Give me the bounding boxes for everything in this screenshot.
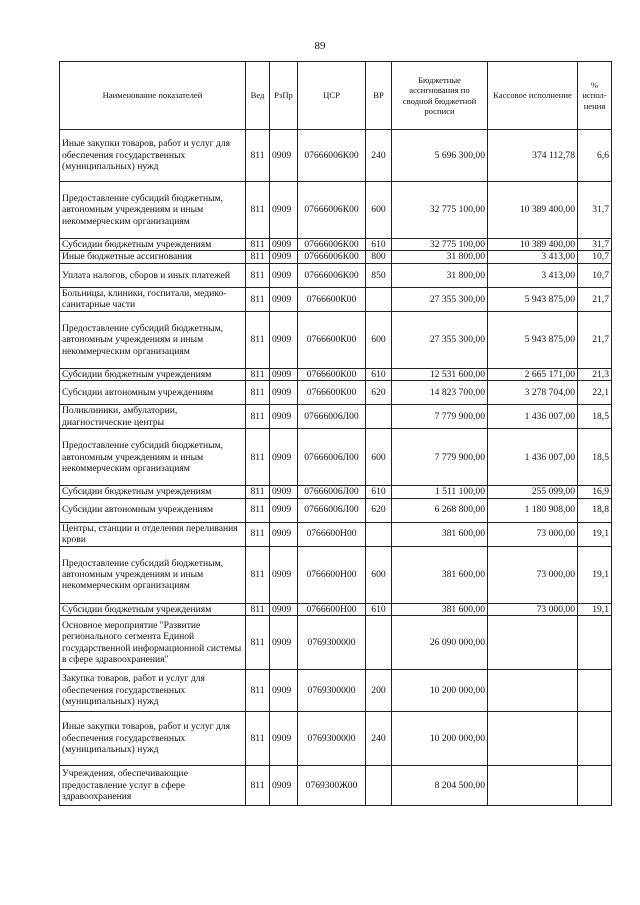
cell-name: Учреждения, обеспечивающие предоставление услуг в сфере здравоохранения [60, 766, 246, 806]
table-row [60, 381, 612, 405]
cell-csr: 0769300000 [298, 712, 366, 766]
cell-fact: 3 278 704,00 [488, 381, 578, 405]
cell-rzpr: 0909 [270, 603, 298, 615]
table-row [60, 263, 612, 287]
cell-pct: 10,7 [578, 251, 612, 263]
cell-plan: 12 531 600,00 [392, 368, 488, 380]
cell-name: Субсидии бюджетным учреждениям [60, 603, 246, 615]
cell-rzpr: 0909 [270, 311, 298, 368]
cell-pct: 21,7 [578, 311, 612, 368]
cell-rzpr: 0909 [270, 522, 298, 546]
cell-rzpr: 0909 [270, 287, 298, 311]
cell-name: Субсидии бюджетным учреждениям [60, 239, 246, 251]
header-rzpr: РзПр [270, 62, 298, 130]
cell-vr: 610 [366, 486, 392, 498]
cell-fact: 1 436 007,00 [488, 429, 578, 486]
cell-pct: 16,9 [578, 486, 612, 498]
cell-name: Иные закупки товаров, работ и услуг для обеспечения государственных (муниципальных) нужд [60, 712, 246, 766]
cell-rzpr: 0909 [270, 405, 298, 429]
cell-ved: 811 [246, 368, 270, 380]
page-number: 89 [314, 40, 326, 52]
cell-pct: 31,7 [578, 182, 612, 239]
cell-pct: 19,1 [578, 603, 612, 615]
cell-plan: 26 090 000,00 [392, 616, 488, 670]
cell-fact: 10 389 400,00 [488, 239, 578, 251]
table-row [60, 130, 612, 182]
cell-csr: 0769300000 [298, 616, 366, 670]
cell-csr: 07666006К00 [298, 263, 366, 287]
cell-csr: 07666006Л00 [298, 498, 366, 522]
cell-plan: 381 600,00 [392, 522, 488, 546]
cell-pct [578, 712, 612, 766]
cell-fact: 73 000,00 [488, 546, 578, 603]
header-name: Наименование показателей [60, 62, 246, 130]
header-plan: Бюджетные ассигнования по сводной бюджетной росписи [392, 62, 488, 130]
cell-pct: 18,5 [578, 429, 612, 486]
cell-vr: 600 [366, 311, 392, 368]
cell-name: Субсидии автономным учреждениям [60, 498, 246, 522]
cell-pct [578, 670, 612, 712]
cell-fact [488, 670, 578, 712]
cell-csr: 07666006К00 [298, 239, 366, 251]
cell-rzpr: 0909 [270, 381, 298, 405]
cell-plan: 14 823 700,00 [392, 381, 488, 405]
cell-csr: 07666006К00 [298, 130, 366, 182]
table-row [60, 239, 612, 251]
table-row [60, 405, 612, 429]
cell-vr [366, 616, 392, 670]
cell-rzpr: 0909 [270, 182, 298, 239]
table-row [60, 546, 612, 603]
cell-ved: 811 [246, 130, 270, 182]
cell-plan: 10 200 000,00 [392, 670, 488, 712]
cell-vr: 240 [366, 712, 392, 766]
table-row [60, 498, 612, 522]
cell-plan: 381 600,00 [392, 603, 488, 615]
cell-pct: 21,3 [578, 368, 612, 380]
cell-pct: 31,7 [578, 239, 612, 251]
table-row [60, 311, 612, 368]
cell-csr: 0766600Н00 [298, 522, 366, 546]
cell-pct: 19,1 [578, 522, 612, 546]
cell-fact: 10 389 400,00 [488, 182, 578, 239]
cell-plan: 381 600,00 [392, 546, 488, 603]
cell-name: Предоставление субсидий бюджетным, автономным учреждениям и иным некоммерческим организациям [60, 546, 246, 603]
cell-vr: 610 [366, 603, 392, 615]
cell-csr: 0766600Н00 [298, 603, 366, 615]
cell-rzpr: 0909 [270, 429, 298, 486]
cell-pct: 10,7 [578, 263, 612, 287]
cell-plan: 31 800,00 [392, 263, 488, 287]
budget-table [59, 61, 612, 806]
cell-fact: 255 099,00 [488, 486, 578, 498]
cell-plan: 10 200 000,00 [392, 712, 488, 766]
cell-rzpr: 0909 [270, 498, 298, 522]
cell-fact: 73 000,00 [488, 603, 578, 615]
cell-fact: 3 413,00 [488, 263, 578, 287]
cell-plan: 32 775 100,00 [392, 182, 488, 239]
cell-csr: 07666006Л00 [298, 405, 366, 429]
cell-fact: 73 000,00 [488, 522, 578, 546]
header-fact: Кассовое исполнение [488, 62, 578, 130]
cell-csr: 0766600К00 [298, 311, 366, 368]
cell-name: Субсидии автономным учреждениям [60, 381, 246, 405]
cell-csr: 07666006К00 [298, 251, 366, 263]
cell-ved: 811 [246, 311, 270, 368]
cell-ved: 811 [246, 522, 270, 546]
cell-rzpr: 0909 [270, 670, 298, 712]
cell-fact [488, 616, 578, 670]
cell-plan: 31 800,00 [392, 251, 488, 263]
cell-csr: 0769300Ж00 [298, 766, 366, 806]
header-pct: % испол-нения [578, 62, 612, 130]
header-ved: Вед [246, 62, 270, 130]
cell-fact [488, 766, 578, 806]
cell-fact: 1 436 007,00 [488, 405, 578, 429]
header-row [60, 62, 612, 130]
cell-vr: 600 [366, 182, 392, 239]
cell-vr [366, 405, 392, 429]
cell-name: Иные закупки товаров, работ и услуг для обеспечения государственных (муниципальных) нужд [60, 130, 246, 182]
cell-ved: 811 [246, 381, 270, 405]
cell-ved: 811 [246, 486, 270, 498]
cell-name: Предоставление субсидий бюджетным, автономным учреждениям и иным некоммерческим организациям [60, 429, 246, 486]
cell-pct: 22,1 [578, 381, 612, 405]
cell-rzpr: 0909 [270, 130, 298, 182]
cell-plan: 27 355 300,00 [392, 311, 488, 368]
cell-vr [366, 287, 392, 311]
cell-csr: 07666006К00 [298, 182, 366, 239]
cell-rzpr: 0909 [270, 263, 298, 287]
cell-vr: 620 [366, 498, 392, 522]
cell-ved: 811 [246, 766, 270, 806]
cell-name: Уплата налогов, сборов и иных платежей [60, 263, 246, 287]
table-row [60, 368, 612, 380]
cell-fact: 374 112,78 [488, 130, 578, 182]
cell-plan: 7 779 900,00 [392, 405, 488, 429]
cell-ved: 811 [246, 616, 270, 670]
cell-name: Иные бюджетные ассигнования [60, 251, 246, 263]
cell-plan: 6 268 800,00 [392, 498, 488, 522]
cell-ved: 811 [246, 405, 270, 429]
cell-ved: 811 [246, 239, 270, 251]
table-row [60, 287, 612, 311]
table-body [60, 130, 612, 806]
table-row [60, 429, 612, 486]
cell-vr: 610 [366, 239, 392, 251]
table-row [60, 486, 612, 498]
cell-vr: 620 [366, 381, 392, 405]
cell-plan: 7 779 900,00 [392, 429, 488, 486]
cell-ved: 811 [246, 182, 270, 239]
cell-ved: 811 [246, 498, 270, 522]
cell-csr: 0766600Н00 [298, 546, 366, 603]
cell-ved: 811 [246, 712, 270, 766]
cell-csr: 0769300000 [298, 670, 366, 712]
cell-vr: 600 [366, 546, 392, 603]
cell-ved: 811 [246, 263, 270, 287]
cell-pct: 18,5 [578, 405, 612, 429]
cell-rzpr: 0909 [270, 546, 298, 603]
cell-vr [366, 766, 392, 806]
cell-vr: 600 [366, 429, 392, 486]
cell-rzpr: 0909 [270, 239, 298, 251]
cell-rzpr: 0909 [270, 368, 298, 380]
cell-name: Субсидии бюджетным учреждениям [60, 486, 246, 498]
cell-vr: 610 [366, 368, 392, 380]
cell-fact: 3 413,00 [488, 251, 578, 263]
cell-vr: 850 [366, 263, 392, 287]
cell-csr: 07666006Л00 [298, 429, 366, 486]
cell-name: Закупка товаров, работ и услуг для обеспечения государственных (муниципальных) нужд [60, 670, 246, 712]
cell-vr: 240 [366, 130, 392, 182]
cell-plan: 27 355 300,00 [392, 287, 488, 311]
cell-pct: 21,7 [578, 287, 612, 311]
cell-ved: 811 [246, 670, 270, 712]
cell-plan: 5 696 300,00 [392, 130, 488, 182]
cell-vr: 200 [366, 670, 392, 712]
cell-name: Основное мероприятие "Развитие регионального сегмента Единой государственной информационной системы в сфере здравоохранения" [60, 616, 246, 670]
cell-fact: 5 943 875,00 [488, 311, 578, 368]
cell-csr: 0766600К00 [298, 368, 366, 380]
cell-ved: 811 [246, 546, 270, 603]
cell-rzpr: 0909 [270, 712, 298, 766]
cell-name: Больницы, клиники, госпитали, медико-санитарные части [60, 287, 246, 311]
cell-name: Предоставление субсидий бюджетным, автономным учреждениям и иным некоммерческим организациям [60, 182, 246, 239]
header-vr: ВР [366, 62, 392, 130]
table-row [60, 712, 612, 766]
cell-vr: 800 [366, 251, 392, 263]
table-row [60, 670, 612, 712]
cell-ved: 811 [246, 603, 270, 615]
table-row [60, 251, 612, 263]
table-row [60, 603, 612, 615]
cell-pct: 19,1 [578, 546, 612, 603]
cell-plan: 1 511 100,00 [392, 486, 488, 498]
cell-pct [578, 616, 612, 670]
cell-plan: 8 204 500,00 [392, 766, 488, 806]
cell-pct [578, 766, 612, 806]
header-csr: ЦСР [298, 62, 366, 130]
cell-csr: 0766600К00 [298, 287, 366, 311]
cell-fact: 2 665 171,00 [488, 368, 578, 380]
cell-name: Предоставление субсидий бюджетным, автономным учреждениям и иным некоммерческим организациям [60, 311, 246, 368]
cell-csr: 07666006Л00 [298, 486, 366, 498]
table-row [60, 182, 612, 239]
table-row [60, 616, 612, 670]
cell-pct: 18,8 [578, 498, 612, 522]
cell-ved: 811 [246, 429, 270, 486]
cell-fact: 5 943 875,00 [488, 287, 578, 311]
cell-rzpr: 0909 [270, 766, 298, 806]
cell-vr [366, 522, 392, 546]
cell-ved: 811 [246, 287, 270, 311]
table-row [60, 522, 612, 546]
cell-name: Субсидии бюджетным учреждениям [60, 368, 246, 380]
cell-plan: 32 775 100,00 [392, 239, 488, 251]
cell-fact [488, 712, 578, 766]
cell-fact: 1 180 908,00 [488, 498, 578, 522]
table-row [60, 766, 612, 806]
cell-rzpr: 0909 [270, 486, 298, 498]
cell-csr: 0766600К00 [298, 381, 366, 405]
cell-ved: 811 [246, 251, 270, 263]
cell-pct: 6,6 [578, 130, 612, 182]
cell-name: Поликлиники, амбулатории, диагностические центры [60, 405, 246, 429]
cell-rzpr: 0909 [270, 616, 298, 670]
cell-name: Центры, станции и отделения переливания крови [60, 522, 246, 546]
cell-rzpr: 0909 [270, 251, 298, 263]
